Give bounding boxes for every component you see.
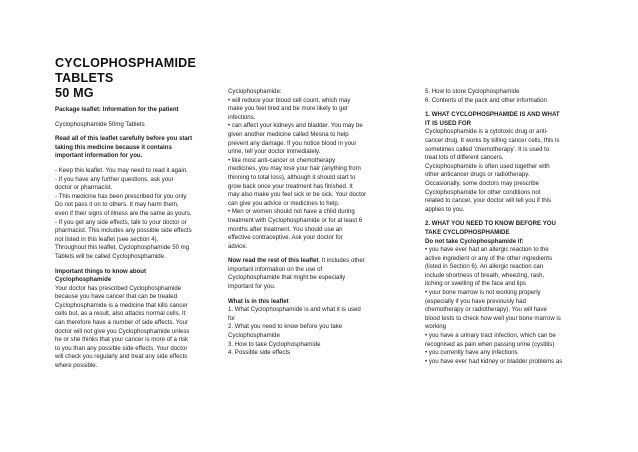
important-body: Your doctor has prescribed Cyclophosphamide because you have cancer that can be treated. Cyclophosphamide is a medicine that kills cancer cells but, as a result, also attacks normal cells. It can therefore have a number of side effects. Your doctor will not give you Cyclophosphamide unless he or she thinks that your cancer is more of a risk to you than any possible side effects. Your doctor will check you regularly and treat any side effects where possible. xyxy=(55,284,190,370)
column-3 xyxy=(425,88,590,372)
title-strength: 50 MG xyxy=(55,86,94,100)
side-effect-bullets: • will reduce your blood cell count, which may make you feel tired and be more likely to get infections. • can affect your kidneys and bladder. You may be given another medicine called Mesna to help prevent any damage. If you notice blood in your urine, tell your doctor immediately. • like most anti-cancer or chemotherapy medicines, you may lose your hair (anything from thinning to total loss), although it should start to grow back once your treatment has finished. It may also make you feel sick or be sick. Your doctor can give you advice or medicines to help. • Men or women should not have a child during treatment with Cyclophosphamide or for at least 6 months after treatment. You should use an effective contraceptive. Ask your doctor for advice. xyxy=(228,96,367,250)
document-title xyxy=(55,56,205,101)
title-line: CYCLOPHOSPHAMIDE xyxy=(55,56,197,70)
contents-list-continued: 5. How to store Cyclophosphamide 6. Contents of the pack and other information xyxy=(425,88,547,104)
read-all-notice: Read all of this leaflet carefully before you start taking this medicine because it contains important information for you. xyxy=(55,135,193,160)
leaflet-advice-list: - Keep this leaflet. You may need to read it again. - If you have any further questions, ask your doctor or pharmacist. - This medicine has been prescribed for you only. Do not pass it on to others. It may harm them, even if their signs of illness are the same as yours. - If you get any side effects, talk to your doctor or pharmacist. This includes any possible side effects not listed in this leaflet (see section 4). Throughout this leaflet, Cyclophosphamide 50 mg Tablets will be called Cyclophosphamide. xyxy=(55,166,192,260)
column-1 xyxy=(55,56,205,377)
section-1-heading: 1. WHAT CYCLOPHOSPHAMIDE IS AND WHAT IT IS USED FOR xyxy=(425,111,560,127)
contents-list: 1. What Cyclophosphamide is and what it is used for 2. What you need to know before you take Cyclophosphamide 3. How to take Cyclophosphamide 4. Possible side effects xyxy=(228,306,361,357)
product-name: Cyclophosphamide 50mg Tablets xyxy=(55,120,145,128)
important-heading: Important things to know about Cyclophosphamide xyxy=(55,267,147,284)
section-2-body: • you have ever had an allergic reaction to the active ingredient or any of the other ingredients (listed in Section 6). An allergic reaction can include shortness of breath, wheezing, rash, itching or swelling of the face and lips • your bone marrow is not working properly (especially if you have previously had chemotherapy or radiotherapy). You will have blood tests to check how well your bone marrow is working • you have a urinary tract infection, which can be recognised as pain when passing urine (cystitis) • you currently have any infections • you have ever had kidney or bladder problems as xyxy=(425,246,563,365)
section-2-heading: 2. WHAT YOU NEED TO KNOW BEFORE YOU TAKE CYCLOPHOSPHAMIDE Do not take Cyclophosphamide if: xyxy=(425,220,556,245)
read-rest-notice: Now read the rest of this leaflet. It includes other important information on the use of Cyclophosphamide that might be especially important for you. xyxy=(228,257,365,291)
leaflet-heading: Package leaflet: Information for the patient xyxy=(55,106,179,113)
column-2 xyxy=(228,88,378,364)
title-line: TABLETS xyxy=(55,71,114,85)
section-1-body: Cyclophosphamide is a cytotoxic drug or anti- cancer drug. It works by killing cancer cells, this is sometimes called 'chemotherapy'. It is used to treat lots of different cancers. Cyclophosphamide is often used together with other anticancer drugs or radiotherapy. Occasionally, some doctors may prescribe Cyclophosphamide for other conditions not related to cancer, your doctor will tell you if this applies to you. xyxy=(425,128,560,213)
contents-heading: What is in this leaflet xyxy=(228,297,289,305)
intro-text: Cyclophosphamide: xyxy=(228,88,282,95)
